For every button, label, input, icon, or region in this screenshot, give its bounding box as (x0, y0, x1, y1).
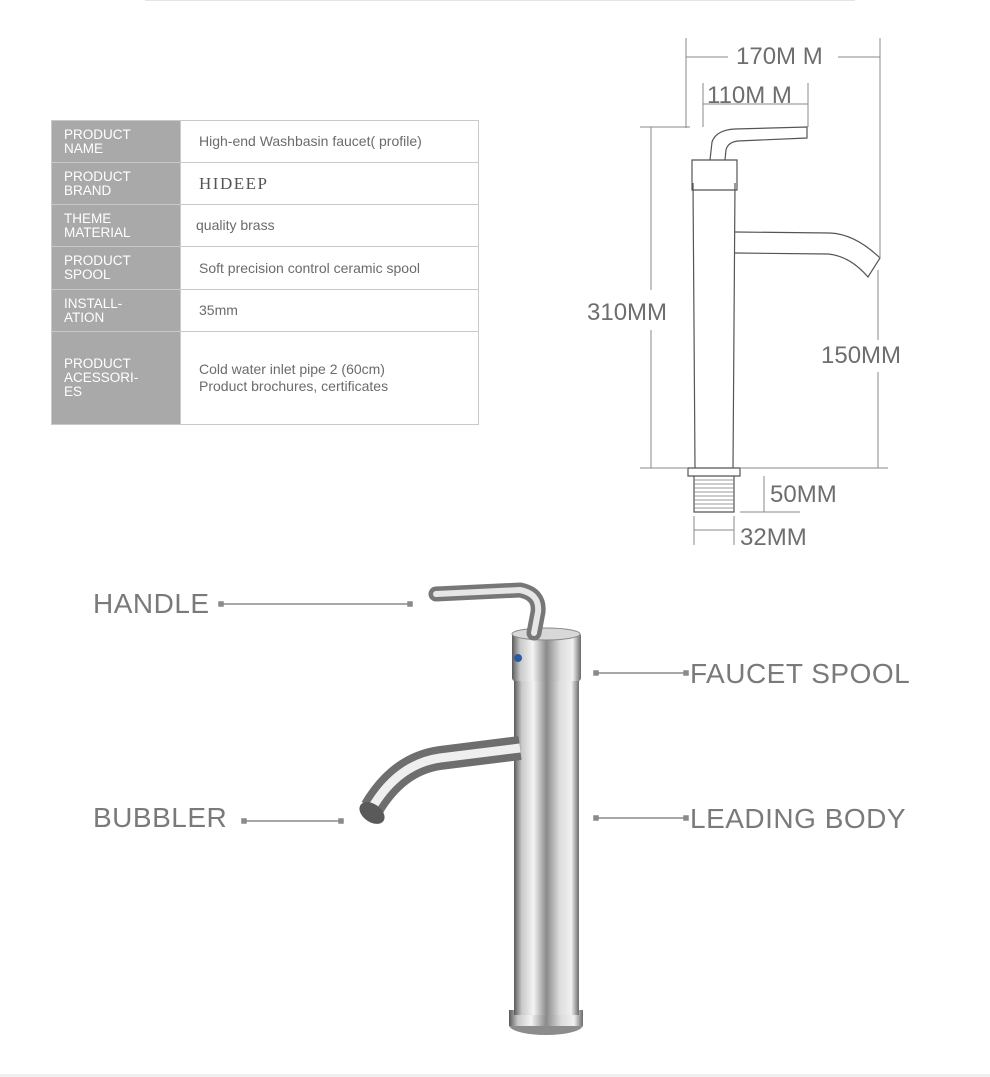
callout-leaders (219, 602, 688, 823)
dim-total-height: 310MM (587, 299, 668, 326)
drawing-thread (694, 476, 734, 512)
drawing-body (693, 183, 735, 468)
spec-label-text: PRODUCT SPOOL (64, 253, 131, 282)
drawing-handle (710, 127, 807, 160)
spec-label-text: INSTALL- ATION (64, 295, 123, 325)
spec-value-text: quality brass (196, 217, 275, 233)
spec-label-text: PRODUCT BRAND (64, 168, 131, 198)
callout-handle: HANDLE (93, 588, 210, 619)
spec-label-text: PRODUCT ACESSORI- ES (64, 356, 139, 399)
brand-name: HIDEEP (199, 174, 269, 193)
spec-label-text: PRODUCT NAME (64, 126, 131, 156)
dim-spout-height: 150MM (821, 342, 902, 369)
dim-total-width: 170M M (736, 43, 823, 70)
callout-bubbler: BUBBLER (93, 802, 228, 833)
callout-faucet-spool: FAUCET SPOOL (690, 658, 911, 689)
spec-label-text: THEME MATERIAL (64, 210, 131, 240)
technical-drawing (688, 127, 880, 512)
drawing-collar (692, 160, 737, 190)
callout-leading-body: LEADING BODY (690, 803, 907, 834)
dim-handle-width: 110M M (707, 82, 792, 109)
spec-value-text: Cold water inlet pipe 2 (60cm) Product brochures, certificates (199, 361, 389, 394)
drawing-spout (735, 232, 880, 277)
spec-value-text: 35mm (199, 302, 238, 318)
faucet-photo (355, 590, 583, 1035)
spec-value-text: Soft precision control ceramic spool (199, 259, 420, 276)
spec-value-text: High-end Washbasin faucet( profile) (199, 133, 422, 149)
dimension-lines (640, 38, 888, 545)
dim-thread-diameter: 32MM (740, 524, 807, 551)
drawing-base (688, 468, 740, 476)
dim-thread-length: 50MM (770, 481, 837, 508)
thread-lines (694, 480, 734, 508)
